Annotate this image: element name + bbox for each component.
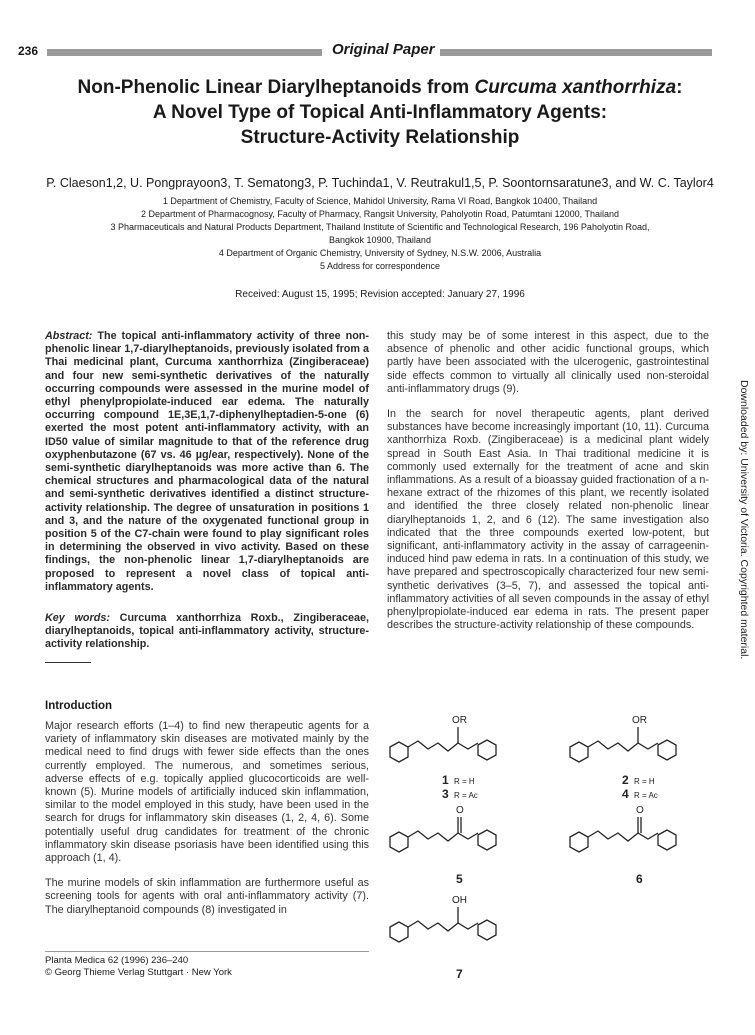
- label-3: 3: [442, 787, 449, 801]
- label-2: 2: [622, 773, 629, 787]
- authors: P. Claeson1,2, U. Pongprayoon3, T. Sematong3, P. Tuchinda1, V. Reutrakul1,5, P. Soontornsaratune3, and W. C. Taylor4: [46, 176, 714, 190]
- structure-2-4: [570, 715, 676, 801]
- label-1: 1: [442, 773, 449, 787]
- right-column-text: this study may be of some interest in this aspect, due to the absence of phenolic and other acidic functional groups, which partly have been associated with the ulcerogenic, gastrointestinal side effects common to virtually all clinically used non-steroidal anti-inflammatory drugs (9). In the search for novel therapeutic agents, plant derived substances have become increasingly important (10, 11). Curcuma xanthorrhiza Roxb. (Zingiberaceae) is a medicinal plant widely spread in South East Asia. In Thai traditional medicine it is commonly used externally for the treatment of acne and skin inflammations. As a result of a bioassay guided fractionation of a n-hexane extract of the rhizomes of this plant, we recently isolated and identified the three closely related non-phenolic linear diarylheptanoids 1, 2, and 6 (12). The same investigation also indicated that the three compounds exerted low-potent, but significant, anti-inflammatory activity in the assay of carrageenin-induced hind paw edema in rats. In a continuation of this study, we have prepared and spectroscopically characterized four new semi-synthetic derivatives (3–5, 7), and assessed the topical anti-inflammatory activities of all seven compounds in the assay of ethyl phenylpropiolate-induced ear edema in rats. The present paper describes the structure-activity relationship of these compounds.: [387, 330, 709, 632]
- o-label-5: O: [456, 805, 464, 816]
- or-label-1: OR: [452, 715, 467, 726]
- r-label-3: R = Ac: [454, 791, 478, 800]
- chemical-structures: [380, 705, 720, 990]
- section-label: Original Paper: [332, 41, 435, 58]
- label-5: 5: [456, 872, 463, 886]
- footer: Planta Medica 62 (1996) 236–240 © Georg Thieme Verlag Stuttgart · New York: [45, 955, 232, 978]
- introduction-heading: Introduction: [45, 700, 113, 712]
- or-label-2: OR: [632, 715, 647, 726]
- r-label-1: R = H: [454, 777, 475, 786]
- introduction-text: Major research efforts (1–4) to find new therapeutic agents for a variety of inflammatory skin diseases are motivated mainly by the medical need to find drugs with fewer side effects than the ones currently employed. The numerous, and sometimes serious, adverse effects of e.g. topically applied glucocorticoids are well-known (5). Murine models of artificially induced skin inflammation, similar to the model employed in this study, have been used in the search for drugs for inflammatory skin diseases (1, 2, 4, 6). Some potentially useful drug candidates for treatment of the chronic inflammatory skin disease psoriasis have been identified using this approach (1, 4). The murine models of skin inflammation are furthermore useful as screening tools for agents with oral anti-inflammatory activity (7). The diarylheptanoid compounds (8) investigated in: [45, 720, 369, 916]
- label-4: 4: [622, 787, 629, 801]
- header-bar-left: [47, 49, 322, 56]
- structure-1-3: [390, 715, 496, 801]
- structure-7: [390, 895, 496, 981]
- paper-title: Non-Phenolic Linear Diarylheptanoids from Curcuma xanthorrhiza: A Novel Type of Topical Anti-Inflammatory Agents: Structure-Activity Relationship: [77, 77, 683, 148]
- received-dates: Received: August 15, 1995; Revision accepted: January 27, 1996: [235, 289, 525, 300]
- header-bar-right: [440, 49, 712, 56]
- oh-label-7: OH: [452, 895, 467, 906]
- divider: [45, 662, 91, 663]
- structure-6: [570, 805, 676, 886]
- structure-5: [390, 805, 496, 886]
- keywords: Key words: Curcuma xanthorrhiza Roxb., Zingiberaceae, diarylheptanoids, topical anti-inflammatory activity, structure-activity relationship.: [45, 612, 369, 651]
- o-label-6: O: [636, 805, 644, 816]
- affiliations: 1 Department of Chemistry, Faculty of Science, Mahidol University, Rama VI Road, Bangkok 10400, Thailand 2 Department of Pharmacognosy, Faculty of Pharmacy, Rangsit University, Paholyotin Road, Patumtani 12000, Thailand 3 Pharmaceuticals and Natural Products Department, Thailand Institute of Scientific and Technological Research, 196 Paholyotin Road, Bangkok 10900, Thailand 4 Department of Organic Chemistry, University of Sydney, N.S.W. 2006, Australia 5 Address for correspondence: [110, 196, 650, 271]
- abstract: Abstract: The topical anti-inflammatory activity of three non-phenolic linear 1,7-diarylheptanoids, previously isolated from a Thai medicinal plant, Curcuma xanthorrhiza (Zingiberaceae) and four new semi-synthetic derivatives of the naturally occurring compounds were assessed in the murine model of ethyl phenylpropiolate-induced ear edema. The naturally occurring compound 1E,3E,1,7-diphenylheptadien-5-one (6) exerted the most potent anti-inflammatory activity, with an ID50 value of similar magnitude to that of the reference drug oxyphenbutazone (67 vs. 46 µg/ear, respectively). None of the semi-synthetic diarylheptanoids was more active than 6. The chemical structures and pharmacological data of the natural and semi-synthetic derivatives identified a distinct structure-activity relationship. The degree of unsaturation in positions 1 and 3, and the nature of the oxygenated functional group in position 5 of the C7-chain were found to play significant roles in determining the observed in vivo activity. Based on these findings, the non-phenolic linear 1,7-diarylheptanoids are proposed to represent a novel class of topical anti-inflammatory agents.: [45, 330, 369, 593]
- label-6: 6: [636, 872, 643, 886]
- r-label-4: R = Ac: [634, 791, 658, 800]
- r-label-2: R = H: [634, 777, 655, 786]
- label-7: 7: [456, 967, 463, 981]
- footer-rule: [45, 951, 369, 952]
- download-watermark: Downloaded by: University of Victoria. Copyrighted material.: [738, 380, 750, 660]
- page-number: 236: [18, 44, 39, 58]
